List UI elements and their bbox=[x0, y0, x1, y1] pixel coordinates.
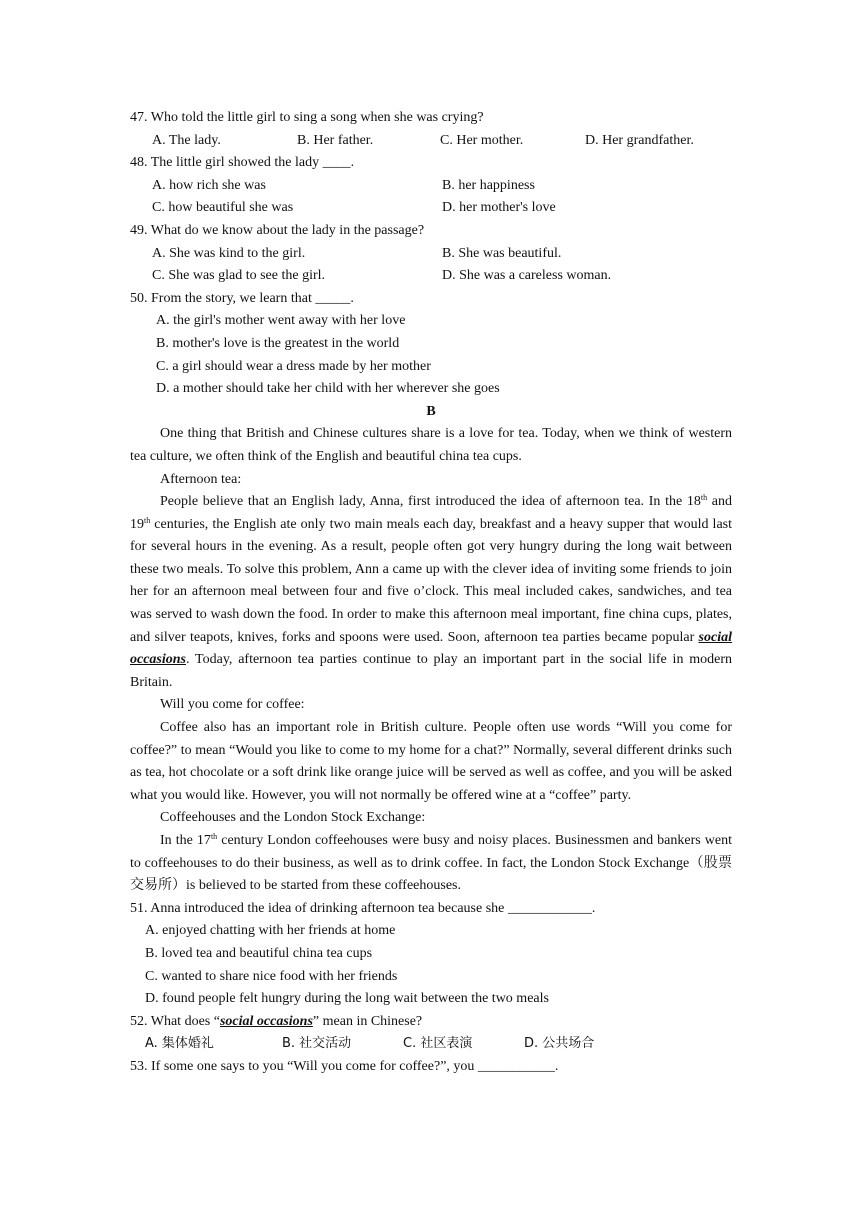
q51-option-d: D. found people felt hungry during the long wait between the two meals bbox=[145, 991, 549, 1007]
q50-stem: 50. From the story, we learn that _____. bbox=[130, 290, 354, 306]
q52-option-a: A. 集体婚礼 bbox=[145, 1036, 214, 1052]
q48-options-row2 bbox=[130, 197, 732, 220]
passage-intro: One thing that British and Chinese cultures share is a love for tea. Today, when we think of western tea culture, we often think of the English and beautiful china tea cups. bbox=[130, 426, 732, 464]
q50-option-a: A. the girl's mother went away with her love bbox=[156, 313, 406, 329]
afternoon-tea-heading: Afternoon tea: bbox=[160, 471, 242, 487]
q47-option-d: D. Her grandfather. bbox=[585, 132, 694, 148]
q49-options-row2 bbox=[130, 265, 732, 288]
q49-option-b: B. She was beautiful. bbox=[442, 245, 562, 261]
q52-term: social occasions bbox=[219, 1013, 313, 1029]
q49-option-c: C. She was glad to see the girl. bbox=[152, 268, 326, 284]
q48-option-a: A. how rich she was bbox=[152, 177, 266, 193]
q47-option-c: C. Her mother. bbox=[440, 132, 524, 148]
q48-option-b: B. her happiness bbox=[442, 177, 535, 193]
q47-stem: 47. Who told the little girl to sing a song when she was crying? bbox=[130, 110, 484, 125]
q48-option-c: C. how beautiful she was bbox=[152, 200, 294, 216]
q49-stem: 49. What do we know about the lady in the passage? bbox=[130, 222, 425, 238]
coffeehouses-heading: Coffeehouses and the London Stock Exchange: bbox=[160, 810, 426, 826]
q50-option-c: C. a girl should wear a dress made by her mother bbox=[156, 358, 431, 374]
afternoon-tea-paragraph: People believe that an English lady, Anna, first introduced the idea of afternoon tea. In the 18th and 19th centuries, the English ate only two main meals each day, breakfast and a heavy supper that would last for several hours in the evening. As a result, people often got very hungry during the long wait between these two meals. To solve this problem, Ann a came up with the clever idea of inviting some friends to join her for an afternoon meal between four and five o’clock. This meal included cakes, sandwiches, and tea was served to wash down the food. In order to make this afternoon meal important, fine china cups, plates, and silver teapots, knives, forks and spoons were used. Soon, afternoon tea parties became popular social occasions. Today, afternoon tea parties continue to play an important part in the social life in modern Britain. bbox=[130, 493, 732, 690]
q47-option-a: A. The lady. bbox=[152, 132, 221, 148]
q49-option-a: A. She was kind to the girl. bbox=[152, 245, 306, 261]
section-b-heading: B bbox=[426, 403, 436, 419]
coffeehouses-paragraph: In the 17th century London coffeehouses were busy and noisy places. Businessmen and bankers went to coffeehouses to do their business, as well as to drink coffee. In fact, the London Stock Exchange（股票交易所）is believed to be started from these coffeehouses. bbox=[130, 832, 733, 894]
q52-options bbox=[130, 1033, 732, 1056]
q52-option-d: D. 公共场合 bbox=[524, 1036, 595, 1052]
exam-page bbox=[130, 107, 732, 1079]
q51-option-a: A. enjoyed chatting with her friends at home bbox=[145, 923, 396, 939]
q48-option-d: D. her mother's love bbox=[442, 200, 556, 216]
q53-stem: 53. If some one says to you “Will you come for coffee?”, you ___________. bbox=[130, 1058, 559, 1074]
coffee-paragraph: Coffee also has an important role in British culture. People often use words “Will you come for coffee?” to mean “Would you like to come to my home for a chat?” Normally, several different drinks such as tea, hot chocolate or a soft drink like orange juice will be served as well as coffee, and you will be asked what you would like. However, you will not normally be offered wine at a “coffee” party. bbox=[130, 720, 732, 803]
q49-option-d: D. She was a careless woman. bbox=[442, 268, 612, 284]
q48-stem: 48. The little girl showed the lady ____. bbox=[130, 155, 355, 171]
q51-option-c: C. wanted to share nice food with her friends bbox=[145, 968, 398, 984]
q49-options-row1 bbox=[130, 243, 732, 266]
q48-options-row1 bbox=[130, 175, 732, 198]
q52-stem: 52. What does “social occasions” mean in Chinese? bbox=[130, 1013, 423, 1029]
social-occasions-term: social occasions bbox=[130, 629, 732, 668]
q51-option-b: B. loved tea and beautiful china tea cups bbox=[145, 945, 373, 961]
q47-options bbox=[130, 130, 732, 153]
q52-option-b: B. 社交活动 bbox=[282, 1036, 352, 1052]
q47-option-b: B. Her father. bbox=[297, 132, 374, 148]
q51-stem: 51. Anna introduced the idea of drinking afternoon tea because she ____________. bbox=[130, 900, 596, 916]
q52-option-c: C. 社区表演 bbox=[403, 1036, 473, 1052]
q50-option-b: B. mother's love is the greatest in the world bbox=[156, 335, 400, 351]
q50-option-d: D. a mother should take her child with her wherever she goes bbox=[156, 381, 500, 397]
coffee-heading: Will you come for coffee: bbox=[160, 697, 305, 713]
